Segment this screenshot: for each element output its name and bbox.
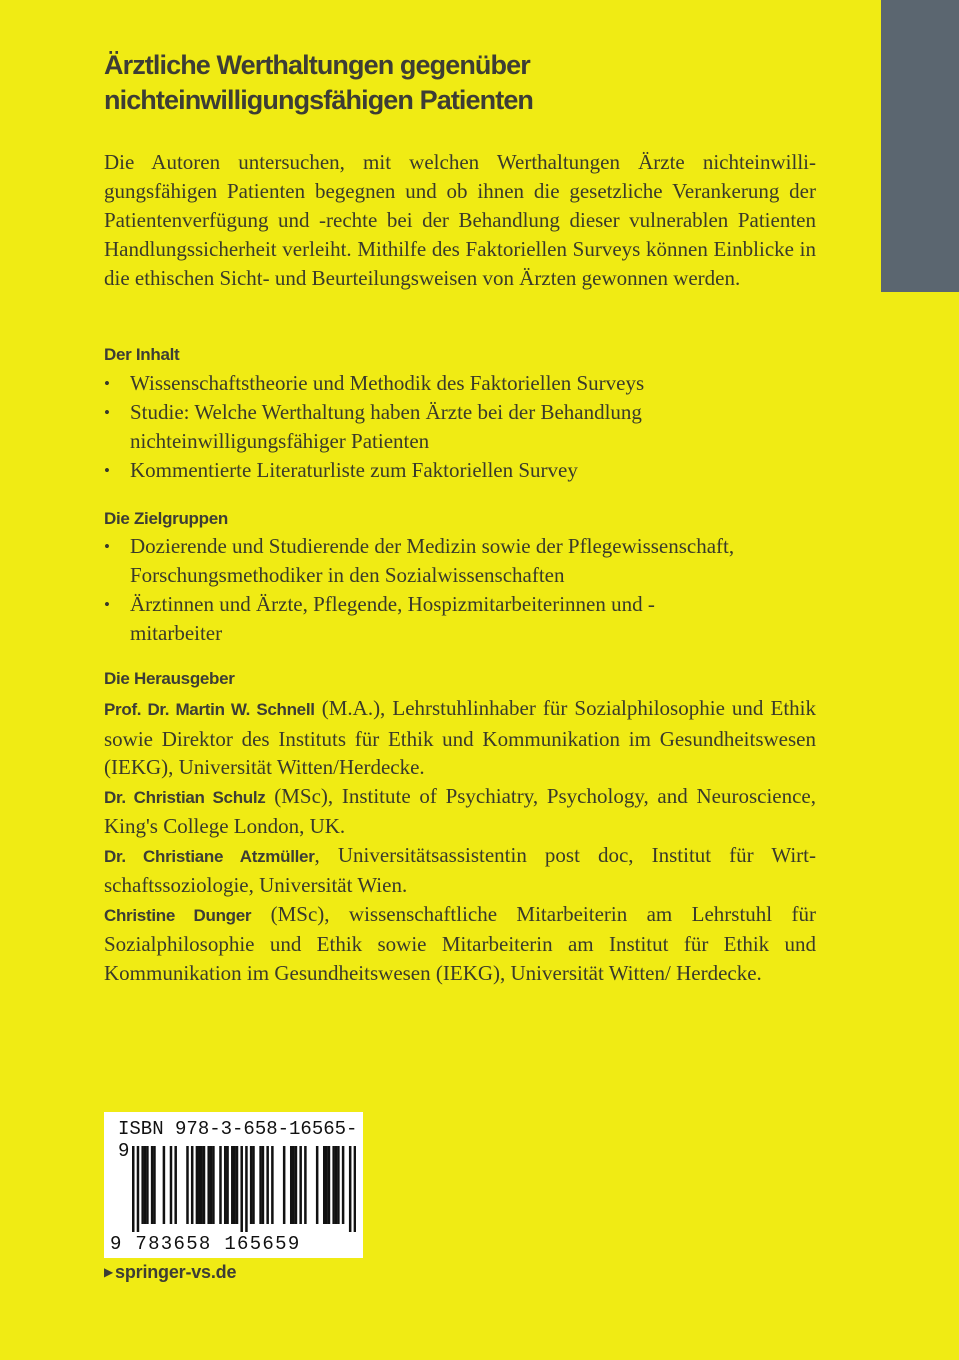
editor-name: Prof. Dr. Martin W. Schnell	[104, 700, 315, 719]
barcode-bar	[252, 1146, 255, 1224]
publisher-link[interactable]	[104, 1262, 236, 1283]
barcode-bar	[245, 1146, 248, 1232]
editor-entry	[104, 900, 816, 988]
barcode-icon	[132, 1146, 356, 1232]
barcode-bar	[137, 1146, 140, 1232]
barcode-bar	[163, 1146, 166, 1224]
barcode-bar	[170, 1146, 173, 1224]
editor-entry	[104, 782, 816, 841]
barcode-bar	[335, 1146, 338, 1224]
barcode-bar	[174, 1146, 177, 1224]
barcode-bar	[328, 1146, 331, 1224]
editors-list	[104, 694, 816, 987]
barcode-bar	[292, 1146, 295, 1224]
barcode-bar	[337, 1146, 340, 1224]
list-item: • Kommentierte Literaturliste zum Faktoriellen Survey	[104, 456, 816, 485]
barcode-bar	[224, 1146, 227, 1224]
barcode-bar	[342, 1146, 345, 1224]
barcode-bar	[236, 1146, 239, 1224]
book-title-line-1: Ärztliche Werthaltungen gegenüber	[104, 50, 530, 80]
barcode-bar	[207, 1146, 210, 1224]
barcode-bar	[151, 1146, 154, 1224]
isbn-barcode	[104, 1112, 363, 1258]
barcode-bar	[240, 1146, 243, 1232]
editor-name: Dr. Christian Schulz	[104, 787, 266, 807]
barcode-bar	[231, 1146, 234, 1224]
barcode-bar	[141, 1146, 144, 1224]
audience-heading: Die Zielgruppen	[104, 509, 228, 528]
barcode-bar	[191, 1146, 194, 1224]
barcode-bar	[153, 1146, 156, 1224]
book-title	[104, 48, 804, 118]
triangle-right-icon: ▶	[104, 1265, 114, 1279]
book-title-line-2: nichteinwilligungsfähigen Patienten	[104, 85, 534, 115]
barcode-bar	[210, 1146, 213, 1224]
list-item: • Studie: Welche Werthaltung haben Ärzte bei der Behandlung nichteinwilligungsfähiger Patienten	[104, 398, 816, 456]
editor-bio: (MSc), wissenschaftliche Mitarbeiterin am Lehrstuhl für Sozialphilosophie und Ethik sowie Mitarbeiterin am Institut für Ethik und Kommunikation im Gesundheitswesen (IEKG), Universität Witten/ Herdecke.	[104, 901, 816, 985]
barcode-bar	[316, 1146, 319, 1224]
editors-heading: Die Herausgeber	[104, 669, 235, 688]
barcode-bar	[304, 1146, 307, 1224]
barcode-bar	[203, 1146, 206, 1224]
barcode-bar	[266, 1146, 269, 1224]
editor-entry	[104, 694, 816, 782]
barcode-bar	[349, 1146, 352, 1232]
contents-heading: Der Inhalt	[104, 345, 180, 364]
barcode-bar	[226, 1146, 229, 1224]
barcode-bar	[144, 1146, 147, 1224]
barcode-bar	[250, 1146, 253, 1224]
barcode-bar	[196, 1146, 199, 1224]
publisher-url: springer-vs.de	[115, 1262, 237, 1282]
editor-bio: , Universitätsassistentin post doc, Institut für Wirtschaftssoziologie, Universität Wien.	[104, 842, 817, 897]
editor-entry	[104, 841, 816, 900]
barcode-bar	[290, 1146, 293, 1224]
barcode-bar	[212, 1146, 215, 1224]
contents-list	[104, 369, 816, 485]
barcode-bar	[132, 1146, 135, 1232]
editor-bio: (MSc), Institute of Psychiatry, Psychology, and Neuroscience, King's College London, UK.	[104, 783, 816, 838]
barcode-digits: 9 783658 165659	[110, 1233, 301, 1255]
cover-side-bar	[881, 0, 959, 292]
barcode-bar	[299, 1146, 302, 1224]
barcode-bar	[219, 1146, 222, 1224]
audience-list	[104, 532, 816, 648]
barcode-bar	[200, 1146, 203, 1224]
barcode-bar	[283, 1146, 286, 1224]
isbn-number: ISBN 978-3-658-16565-9	[118, 1118, 358, 1162]
editor-bio: (M.A.), Lehrstuhlinhaber für Sozialphilosophie und Ethik sowie Direktor des Instituts für Ethik und Kommunikation im Gesundheitswesen (IEKG), Universität Witten/Herdecke.	[104, 696, 816, 779]
barcode-bar	[262, 1146, 265, 1224]
list-item: • Ärztinnen und Ärzte, Pflegende, Hospizmitarbeiterinnen und -mitarbeiter	[104, 590, 816, 648]
list-item: • Dozierende und Studierende der Medizin sowie der Pflegewissenschaft, Forschungsmethodiker in den Sozialwissenschaften	[104, 532, 816, 590]
barcode-bar	[354, 1146, 356, 1232]
barcode-bar	[198, 1146, 201, 1224]
barcode-bar	[271, 1146, 274, 1224]
barcode-bar	[332, 1146, 335, 1224]
barcode-bar	[259, 1146, 262, 1224]
barcode-bar	[325, 1146, 328, 1224]
barcode-bar	[186, 1146, 189, 1224]
list-item: • Wissenschaftstheorie und Methodik des Faktoriellen Surveys	[104, 369, 816, 398]
barcode-bar	[146, 1146, 149, 1224]
book-description: Die Autoren untersuchen, mit welchen Werthaltungen Ärzte nichteinwilligungsfähigen Patienten begegnen und ob ihnen die gesetzliche Verankerung der Patientenverfügung und -rechte bei der Behandlung dieser vulnerablen Patienten Handlungssicherheit verleiht. Mithilfe des Faktoriellen Surveys können Einblicke in die ethischen Sicht- und Beurteilungsweisen von Ärzten gewonnen werden.	[104, 150, 816, 290]
barcode-bar	[323, 1146, 326, 1224]
editor-name: Dr. Christiane Atzmüller	[104, 846, 315, 866]
editor-name: Christine Dunger	[104, 905, 252, 925]
barcode-bar	[295, 1146, 298, 1224]
barcode-bar	[233, 1146, 236, 1224]
